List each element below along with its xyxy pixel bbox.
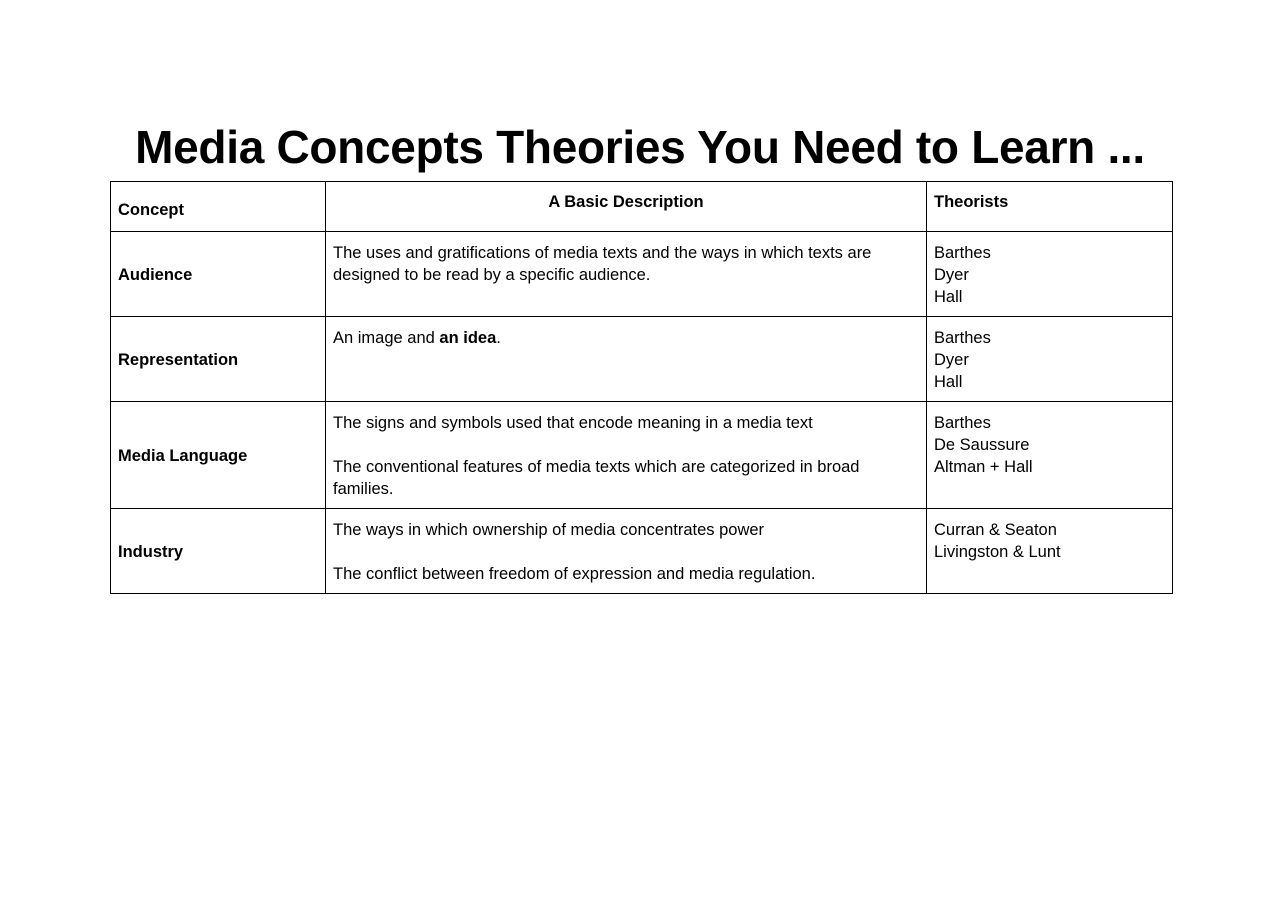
table-row (111, 402, 1173, 509)
theorist-name: Dyer (934, 351, 969, 369)
theorist-name: Altman + Hall (934, 458, 1033, 476)
description-emphasis: an idea (439, 329, 497, 347)
header-concept: Concept (111, 182, 326, 232)
theorist-name: De Saussure (934, 436, 1030, 454)
description-cell (326, 232, 927, 317)
theorists-cell (927, 509, 1173, 594)
description-text: The ways in which ownership of media concentrates power (333, 521, 765, 539)
description-text: The signs and symbols used that encode meaning in a media text (333, 414, 813, 432)
table-row (111, 232, 1173, 317)
description-text: The uses and gratifications of media texts and the ways in which texts are designed to be read by a specific audience. (333, 244, 872, 284)
theorist-name: Dyer (934, 266, 969, 284)
concept-cell: Industry (111, 509, 326, 594)
description-cell (326, 317, 927, 402)
description-text: The conflict between freedom of expression and media regulation. (333, 565, 816, 583)
theorist-name: Barthes (934, 329, 991, 347)
theorist-name: Curran & Seaton (934, 521, 1057, 539)
theorist-name: Barthes (934, 414, 991, 432)
theorists-cell (927, 317, 1173, 402)
theorist-name: Barthes (934, 244, 991, 262)
description-text: An image and (333, 329, 440, 347)
table-row (111, 509, 1173, 594)
theorist-name: Hall (934, 373, 963, 391)
header-description: A Basic Description (326, 182, 927, 232)
description-text: The conventional features of media texts which are categorized in broad families. (333, 458, 860, 498)
theorists-cell (927, 232, 1173, 317)
concept-cell: Audience (111, 232, 326, 317)
table-header-row (111, 182, 1173, 232)
theorist-name: Livingston & Lunt (934, 543, 1061, 561)
theorists-cell (927, 402, 1173, 509)
table-row (111, 317, 1173, 402)
header-theorists: Theorists (927, 182, 1173, 232)
concept-cell: Media Language (111, 402, 326, 509)
description-text: . (496, 329, 501, 347)
page-title: Media Concepts Theories You Need to Learn ... (135, 121, 1145, 173)
description-cell (326, 402, 927, 509)
concept-cell: Representation (111, 317, 326, 402)
description-cell (326, 509, 927, 594)
theorist-name: Hall (934, 288, 963, 306)
concepts-table (110, 181, 1173, 594)
